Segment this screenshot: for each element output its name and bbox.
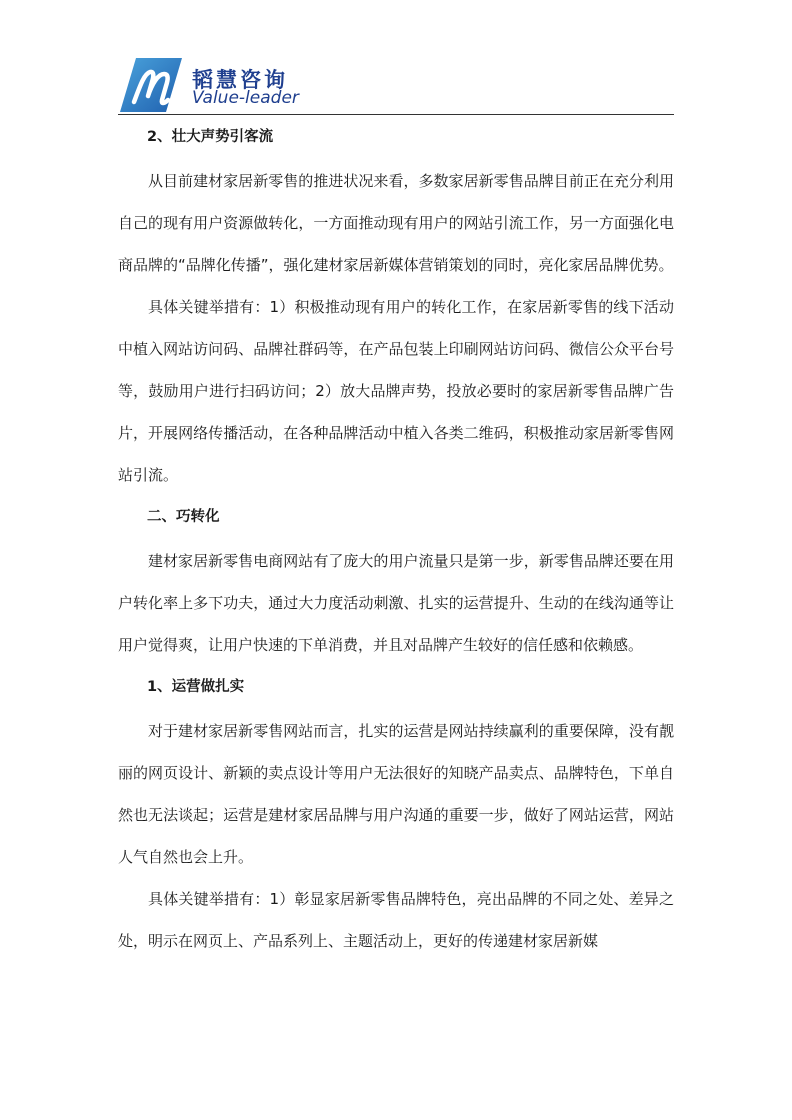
body-paragraph: 从目前建材家居新零售的推进状况来看，多数家居新零售品牌目前正在充分利用自己的现有用户资源做转化，一方面推动现有用户的网站引流工作，另一方面强化电商品牌的“品牌化传播”，强化建材家居新媒体营销策划的同时，亮化家居品牌优势。 [118,172,674,274]
page-header [118,56,674,116]
body-paragraph: 具体关键举措有：1）积极推动现有用户的转化工作，在家居新零售的线下活动中植入网站访问码、品牌社群码等，在产品包装上印刷网站访问码、微信公众平台号等，鼓励用户进行扫码访问；2）放大品牌声势，投放必要时的家居新零售品牌广告片，开展网络传播活动，在各种品牌活动中植入各类二维码，积极推动家居新零售网站引流。 [118,298,674,484]
section-heading: 1、运营做扎实 [147,679,245,695]
company-logo-icon [118,56,184,114]
body-paragraph: 对于建材家居新零售网站而言，扎实的运营是网站持续赢利的重要保障，没有靓丽的网页设计、新颖的卖点设计等用户无法很好的知晓产品卖点、品牌特色，下单自然也无法谈起；运营是建材家居品牌与用户沟通的重要一步，做好了网站运营，网站人气自然也会上升。 [118,722,674,866]
company-name-cn: 韬慧咨询 [192,68,288,92]
body-paragraph: 建材家居新零售电商网站有了庞大的用户流量只是第一步，新零售品牌还要在用户转化率上多下功夫，通过大力度活动刺激、扎实的运营提升、生动的在线沟通等让用户觉得爽，让用户快速的下单消费，并且对品牌产生较好的信任感和依赖感。 [118,552,674,654]
company-name-en: Value-leader [192,88,299,108]
section-heading: 二、巧转化 [147,509,220,525]
document-body [118,124,674,962]
section-heading: 2、壮大声势引客流 [147,129,274,145]
header-divider [118,114,674,115]
body-paragraph: 具体关键举措有：1）彰显家居新零售品牌特色，亮出品牌的不同之处、差异之处，明示在网页上、产品系列上、主题活动上，更好的传递建材家居新媒 [118,890,674,950]
